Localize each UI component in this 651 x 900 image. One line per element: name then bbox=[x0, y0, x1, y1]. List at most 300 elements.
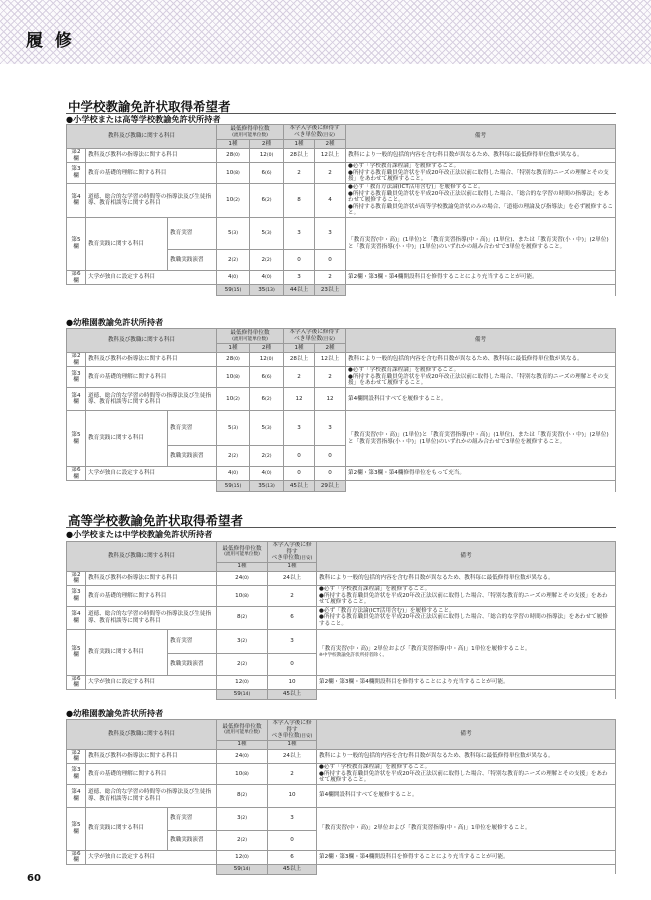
total-cell bbox=[268, 689, 317, 699]
page-number: 60 bbox=[27, 873, 41, 884]
total-cell bbox=[284, 481, 315, 492]
remarks-cell bbox=[346, 467, 616, 481]
min-units-header bbox=[217, 329, 284, 344]
value-cell bbox=[217, 784, 268, 807]
remarks-text: 第2欄・第3欄・第4欄開設科目を修得することにより充当することが可能。 bbox=[348, 274, 538, 281]
value-cell bbox=[250, 367, 284, 388]
min-units-label: 最低修得単位数 bbox=[222, 545, 262, 552]
value-cell bbox=[315, 249, 346, 270]
value-cell bbox=[217, 571, 268, 585]
value-sub: (8) bbox=[242, 593, 249, 599]
category-cell: 第4欄 bbox=[67, 606, 86, 629]
subject-cell: 教科及び教科の指導法に関する科目 bbox=[86, 353, 217, 367]
value-number: 12 bbox=[295, 395, 303, 402]
table-row bbox=[67, 411, 616, 446]
category-cell: 第2欄 bbox=[67, 571, 86, 585]
value-number: 0 bbox=[297, 452, 301, 459]
total-number: 59 bbox=[224, 286, 232, 293]
table-row bbox=[67, 784, 616, 807]
table-label: ●小学校または高等学校教諭免許状所持者 bbox=[66, 114, 221, 124]
after-units-header bbox=[284, 329, 346, 344]
table-row bbox=[67, 353, 616, 367]
value-cell bbox=[217, 217, 250, 249]
value-number: 2 bbox=[236, 660, 241, 667]
value-number: 28以上 bbox=[289, 356, 309, 363]
value-cell bbox=[284, 446, 315, 467]
after-units-sublabel: (目安) bbox=[322, 133, 335, 138]
min-units-label: 最低修得単位数 bbox=[230, 330, 270, 336]
value-number: 4 bbox=[328, 197, 332, 204]
requirements-table bbox=[66, 328, 616, 492]
category-cell: 第4欄 bbox=[67, 388, 86, 411]
value-cell bbox=[284, 217, 315, 249]
table-row bbox=[67, 217, 616, 249]
header-row bbox=[67, 125, 616, 140]
grade2-header: 2種 bbox=[315, 344, 346, 353]
value-cell bbox=[217, 353, 250, 367]
table-row bbox=[67, 606, 616, 629]
min-units-header bbox=[217, 125, 284, 140]
value-cell bbox=[284, 270, 315, 284]
remarks-cell bbox=[346, 388, 616, 411]
value-cell bbox=[315, 367, 346, 388]
subject-header: 教科及び教職に関する科目 bbox=[67, 125, 217, 149]
value-number: 4 bbox=[261, 274, 266, 281]
remarks-cell bbox=[317, 749, 616, 763]
value-cell bbox=[268, 784, 317, 807]
subject-cell: 教科及び教科の指導法に関する科目 bbox=[86, 571, 217, 585]
value-sub: (3) bbox=[231, 231, 239, 237]
value-number: 3 bbox=[297, 274, 301, 281]
grade1-header: 1種 bbox=[284, 140, 315, 149]
table-label: ●幼稚園教諭免許状所持者 bbox=[66, 708, 164, 718]
value-cell bbox=[217, 183, 250, 217]
value-cell bbox=[268, 763, 317, 784]
sub-subject-cell: 教職実践演習 bbox=[168, 446, 217, 467]
value-sub: (0) bbox=[233, 357, 240, 363]
category-cell: 第5欄 bbox=[67, 411, 86, 467]
subject-cell: 教育実践に関する科目 bbox=[86, 629, 168, 675]
total-spacer bbox=[67, 481, 217, 492]
remarks-cell bbox=[317, 784, 616, 807]
total-number: 59 bbox=[233, 691, 241, 698]
sub-subject-cell: 教職実践演習 bbox=[168, 249, 217, 270]
category-cell: 第4欄 bbox=[67, 784, 86, 807]
category-cell: 第6欄 bbox=[67, 850, 86, 864]
sub-subject-cell: 教育実習 bbox=[168, 217, 217, 249]
remarks-cell bbox=[346, 270, 616, 284]
total-spacer bbox=[346, 285, 616, 296]
value-cell bbox=[268, 749, 317, 763]
total-number: 29以上 bbox=[320, 483, 340, 490]
remarks-text: 第2欄・第3欄・第4欄開設科目を修得することにより充当することが可能。 bbox=[319, 679, 509, 686]
value-number: 3 bbox=[236, 815, 241, 822]
subject-cell: 教育実践に関する科目 bbox=[86, 217, 168, 270]
category-cell: 第2欄 bbox=[67, 353, 86, 367]
value-cell bbox=[315, 388, 346, 411]
value-cell bbox=[217, 585, 268, 606]
value-number: 24以上 bbox=[282, 575, 302, 582]
value-cell bbox=[250, 353, 284, 367]
subject-header: 教科及び教職に関する科目 bbox=[67, 542, 217, 572]
remarks-text: 第2欄・第3欄・第4欄修得単位をもって充当。 bbox=[348, 470, 465, 477]
after-units-header bbox=[268, 720, 317, 741]
value-sub: (2) bbox=[240, 793, 248, 799]
total-number: 45以上 bbox=[289, 483, 309, 490]
value-cell bbox=[250, 149, 284, 163]
after-units-sublabel: (目安) bbox=[299, 734, 313, 740]
after-units-label: 本学入学後に修得す bbox=[289, 125, 340, 132]
value-number: 6 bbox=[261, 169, 266, 176]
value-sub: (2) bbox=[240, 661, 248, 667]
value-cell bbox=[284, 183, 315, 217]
value-cell bbox=[284, 249, 315, 270]
total-sub: (15) bbox=[231, 484, 242, 490]
remarks-cell bbox=[317, 571, 616, 585]
remarks-text: 教科により一般的包括的内容を含む科目数が異なるため、教科毎に最低修得単位数が異なる。 bbox=[319, 575, 554, 582]
value-number: 3 bbox=[290, 815, 294, 822]
value-sub: (2) bbox=[240, 615, 248, 621]
value-cell bbox=[268, 807, 317, 830]
after-units-label-2 bbox=[286, 132, 343, 139]
value-number: 2 bbox=[261, 452, 266, 459]
table-row bbox=[67, 149, 616, 163]
value-number: 0 bbox=[290, 660, 294, 667]
subject-cell: 道徳、総合的な学習の時間等の指導法及び生徒指導、教育相談等に関する科目 bbox=[86, 388, 217, 411]
value-number: 4 bbox=[227, 470, 232, 477]
after-units-header bbox=[284, 125, 346, 140]
value-cell bbox=[284, 367, 315, 388]
value-cell bbox=[250, 163, 284, 184]
value-sub: (3) bbox=[265, 231, 272, 237]
table-label: ●小学校または中学校教諭免許状所持者 bbox=[66, 529, 213, 539]
after-units-label-2-text: べき単位数 bbox=[294, 336, 323, 342]
remarks-text: 教科により一般的包括的内容を含む科目数が異なるため、教科毎に最低修得単位数が異なる。 bbox=[348, 356, 583, 363]
value-number: 12以上 bbox=[320, 152, 340, 159]
table-row bbox=[67, 749, 616, 763]
total-number: 45以上 bbox=[282, 691, 302, 698]
table-row bbox=[67, 163, 616, 184]
category-cell: 第3欄 bbox=[67, 163, 86, 184]
remarks-cell bbox=[346, 353, 616, 367]
value-sub: (2) bbox=[240, 638, 248, 644]
category-cell: 第3欄 bbox=[67, 585, 86, 606]
min-units-sublabel: (流用可能単位数) bbox=[224, 552, 260, 558]
remarks-cell bbox=[317, 763, 616, 784]
category-cell: 第2欄 bbox=[67, 149, 86, 163]
min-units-sublabel: (流用可能単位数) bbox=[224, 730, 260, 736]
value-cell bbox=[315, 149, 346, 163]
after-units-sublabel: (目安) bbox=[299, 556, 313, 562]
value-cell bbox=[217, 653, 268, 675]
value-sub: (0) bbox=[265, 275, 272, 281]
subject-header: 教科及び教職に関する科目 bbox=[67, 720, 217, 750]
remarks-text: 第4欄開設科目すべてを履修すること。 bbox=[319, 792, 418, 799]
table-row bbox=[67, 270, 616, 284]
page-heading: 履 修 bbox=[26, 31, 75, 51]
value-cell bbox=[217, 446, 250, 467]
value-cell bbox=[315, 217, 346, 249]
subject-cell: 大学が独自に設定する科目 bbox=[86, 850, 217, 864]
total-spacer bbox=[67, 864, 217, 874]
value-number: 28 bbox=[226, 356, 234, 363]
value-number: 3 bbox=[236, 637, 241, 644]
after-units-label-2 bbox=[270, 555, 314, 562]
total-number: 45以上 bbox=[282, 866, 302, 873]
subject-cell: 教育の基礎的理解に関する科目 bbox=[86, 367, 217, 388]
value-number: 10 bbox=[288, 679, 296, 686]
value-number: 6 bbox=[261, 197, 266, 204]
table-row bbox=[67, 367, 616, 388]
value-cell bbox=[284, 163, 315, 184]
value-number: 3 bbox=[328, 424, 332, 431]
after-units-header bbox=[268, 542, 317, 563]
value-cell bbox=[268, 653, 317, 675]
category-cell: 第5欄 bbox=[67, 807, 86, 850]
table-row bbox=[67, 850, 616, 864]
value-cell bbox=[284, 149, 315, 163]
value-sub: (6) bbox=[265, 170, 272, 176]
value-cell bbox=[217, 249, 250, 270]
remarks-text: 「教育実習(中・高)」2単位および「教育実習指導(中・高)」1単位を履修すること。 bbox=[319, 646, 531, 653]
category-cell: 第6欄 bbox=[67, 467, 86, 481]
after-units-label: 本学入学後に修得す bbox=[272, 542, 312, 555]
after-units-label-2 bbox=[270, 733, 314, 740]
value-number: 8 bbox=[236, 614, 241, 621]
value-cell bbox=[250, 446, 284, 467]
value-cell bbox=[217, 763, 268, 784]
value-number: 8 bbox=[236, 792, 241, 799]
category-cell: 第5欄 bbox=[67, 629, 86, 675]
table-row bbox=[67, 585, 616, 606]
value-cell bbox=[284, 467, 315, 481]
total-cell bbox=[250, 481, 284, 492]
value-number: 8 bbox=[297, 197, 301, 204]
value-number: 4 bbox=[227, 274, 232, 281]
subject-cell: 教育の基礎的理解に関する科目 bbox=[86, 163, 217, 184]
value-number: 2 bbox=[328, 169, 332, 176]
grade2-header: 2種 bbox=[315, 140, 346, 149]
table-row bbox=[67, 467, 616, 481]
value-cell bbox=[284, 388, 315, 411]
value-number: 28以上 bbox=[289, 152, 309, 159]
title-rule bbox=[66, 527, 616, 528]
value-cell bbox=[315, 467, 346, 481]
remarks-header: 備考 bbox=[317, 542, 616, 572]
total-sub: (15) bbox=[231, 287, 242, 293]
table-row bbox=[67, 571, 616, 585]
value-number: 2 bbox=[290, 592, 294, 599]
category-cell: 第5欄 bbox=[67, 217, 86, 270]
table-label: ●幼稚園教諭免許状所持者 bbox=[66, 317, 164, 327]
category-cell: 第6欄 bbox=[67, 675, 86, 689]
value-cell bbox=[315, 446, 346, 467]
value-number: 3 bbox=[297, 424, 301, 431]
value-number: 5 bbox=[261, 230, 266, 237]
total-row bbox=[67, 689, 616, 699]
value-number: 5 bbox=[227, 230, 232, 237]
value-number: 2 bbox=[227, 452, 232, 459]
value-number: 0 bbox=[328, 470, 332, 477]
value-cell bbox=[217, 807, 268, 830]
value-cell bbox=[250, 183, 284, 217]
requirements-table bbox=[66, 719, 616, 875]
subject-cell: 道徳、総合的な学習の時間等の指導法及び生徒指導、教育相談等に関する科目 bbox=[86, 606, 217, 629]
total-cell bbox=[250, 285, 284, 296]
value-number: 0 bbox=[290, 836, 294, 843]
grade1-header: 1種 bbox=[268, 562, 317, 571]
value-number: 6 bbox=[290, 854, 294, 861]
remarks-cell bbox=[346, 217, 616, 270]
total-spacer bbox=[317, 689, 616, 699]
value-number: 4 bbox=[261, 470, 266, 477]
value-number: 12 bbox=[259, 356, 267, 363]
remarks-cell bbox=[346, 411, 616, 467]
value-cell bbox=[268, 606, 317, 629]
value-number: 12 bbox=[259, 152, 267, 159]
sub-subject-cell: 教職実践演習 bbox=[168, 830, 217, 850]
value-sub: (2) bbox=[265, 396, 272, 402]
table-row bbox=[67, 675, 616, 689]
remarks-cell bbox=[317, 629, 616, 675]
value-cell bbox=[315, 270, 346, 284]
value-sub: (2) bbox=[265, 257, 272, 263]
value-number: 2 bbox=[297, 373, 301, 380]
value-sub: (0) bbox=[242, 855, 249, 861]
total-sub: (14) bbox=[240, 692, 251, 698]
value-number: 10 bbox=[226, 169, 234, 176]
grade2-header: 2種 bbox=[250, 140, 284, 149]
min-units-sublabel: (流用可能単位数) bbox=[232, 132, 268, 138]
value-number: 3 bbox=[297, 230, 301, 237]
value-cell bbox=[284, 353, 315, 367]
value-cell bbox=[217, 675, 268, 689]
subject-cell: 道徳、総合的な学習の時間等の指導法及び生徒指導、教育相談等に関する科目 bbox=[86, 784, 217, 807]
remarks-subnote: ※中学校教諭免許状所持者除く。 bbox=[319, 652, 388, 658]
category-cell: 第3欄 bbox=[67, 367, 86, 388]
value-cell bbox=[268, 675, 317, 689]
table-row bbox=[67, 183, 616, 217]
value-number: 2 bbox=[236, 836, 241, 843]
value-cell bbox=[217, 467, 250, 481]
header-row bbox=[67, 720, 616, 741]
table-row bbox=[67, 388, 616, 411]
category-cell: 第4欄 bbox=[67, 183, 86, 217]
value-sub: (2) bbox=[231, 453, 239, 459]
value-sub: (2) bbox=[233, 198, 240, 204]
value-sub: (0) bbox=[242, 680, 249, 686]
value-cell bbox=[217, 850, 268, 864]
total-sub: (13) bbox=[265, 287, 275, 293]
remarks-text: ●必ず「学校教育課程論」を履修すること。 ●所持する教育職員免許状を平成20年改正法以前に取得した場合、「特別な教育的ニーズの理解とその支援」をあわせて履修すること。 bbox=[319, 763, 608, 784]
remarks-header: 備考 bbox=[317, 720, 616, 750]
remarks-text: ●必ず「教育方法論(ICT活用含む)」を履修すること。 ●所持する教育職員免許状を平成20年改正法以前に取得した場合、「総合的な学習の時間の指導法」をあわせて履修すること。 ●所持する教育職員免許状が高等学校教諭免許状のみの場合、「道徳の理論及び指導法」を必ず履修すること。 bbox=[348, 183, 614, 217]
table-row bbox=[67, 763, 616, 784]
remarks-cell bbox=[317, 675, 616, 689]
value-number: 10 bbox=[235, 770, 243, 777]
remarks-text: 第2欄・第3欄・第4欄開設科目を修得することにより充当することが可能。 bbox=[319, 854, 509, 861]
min-units-header bbox=[217, 542, 268, 563]
remarks-text: ●必ず「学校教育課程論」を履修すること。 ●所持する教育職員免許状を平成20年改正法以前に取得した場合、「特別な教育的ニーズの理解とその支援」をあわせて履修すること。 bbox=[348, 367, 609, 387]
value-sub: (2) bbox=[265, 198, 272, 204]
value-number: 0 bbox=[328, 452, 332, 459]
remarks-text: ●必ず「教育方法論(ICT活用含む)」を履修すること。 ●所持する教育職員免許状を平成20年改正法以前に取得した場合、「総合的な学習の時間の指導法」をあわせて履修すること。 bbox=[319, 607, 608, 628]
total-spacer bbox=[346, 481, 616, 492]
value-number: 6 bbox=[261, 373, 266, 380]
value-cell bbox=[217, 367, 250, 388]
value-cell bbox=[217, 270, 250, 284]
total-cell bbox=[217, 285, 250, 296]
grade1-header: 1種 bbox=[217, 562, 268, 571]
value-number: 2 bbox=[261, 256, 266, 263]
min-units-sublabel: (流用可能単位数) bbox=[232, 336, 268, 342]
after-units-label-2 bbox=[286, 336, 343, 343]
remarks-cell bbox=[317, 850, 616, 864]
total-spacer bbox=[67, 689, 217, 699]
value-sub: (0) bbox=[231, 275, 239, 281]
total-sub: (14) bbox=[240, 867, 251, 873]
after-units-sublabel: (目安) bbox=[322, 337, 335, 342]
remarks-cell bbox=[346, 163, 616, 184]
remarks-cell bbox=[346, 183, 616, 217]
subject-cell: 大学が独自に設定する科目 bbox=[86, 270, 217, 284]
value-cell bbox=[315, 163, 346, 184]
value-cell bbox=[217, 830, 268, 850]
min-units-label: 最低修得単位数 bbox=[230, 126, 270, 132]
value-sub: (2) bbox=[233, 396, 240, 402]
value-cell bbox=[250, 217, 284, 249]
value-cell bbox=[250, 467, 284, 481]
value-sub: (3) bbox=[265, 425, 272, 431]
value-sub: (8) bbox=[242, 771, 249, 777]
total-spacer bbox=[67, 285, 217, 296]
remarks-cell bbox=[317, 606, 616, 629]
header-row bbox=[67, 329, 616, 344]
value-number: 12 bbox=[235, 854, 243, 861]
requirements-table bbox=[66, 124, 616, 296]
value-number: 3 bbox=[328, 230, 332, 237]
min-units-label: 最低修得単位数 bbox=[222, 723, 262, 730]
value-cell bbox=[217, 388, 250, 411]
total-cell bbox=[217, 689, 268, 699]
value-cell bbox=[250, 411, 284, 446]
remarks-header: 備考 bbox=[346, 125, 616, 149]
value-cell bbox=[268, 629, 317, 653]
value-cell bbox=[250, 388, 284, 411]
subject-cell: 大学が独自に設定する科目 bbox=[86, 675, 217, 689]
value-cell bbox=[268, 571, 317, 585]
value-cell bbox=[217, 749, 268, 763]
value-sub: (8) bbox=[233, 374, 240, 380]
value-cell bbox=[217, 606, 268, 629]
remarks-cell bbox=[317, 807, 616, 850]
value-cell bbox=[284, 411, 315, 446]
grade1-header: 1種 bbox=[217, 740, 268, 749]
total-cell bbox=[284, 285, 315, 296]
total-sub: (13) bbox=[265, 484, 275, 490]
remarks-text: 「教育実習(中・高)」2単位および「教育実習指導(中・高)」1単位を履修すること。 bbox=[319, 825, 531, 832]
subject-cell: 教育実践に関する科目 bbox=[86, 807, 168, 850]
subject-cell: 大学が独自に設定する科目 bbox=[86, 467, 217, 481]
value-cell bbox=[217, 629, 268, 653]
subject-cell: 教科及び教科の指導法に関する科目 bbox=[86, 149, 217, 163]
value-sub: (0) bbox=[242, 754, 249, 760]
value-cell bbox=[250, 270, 284, 284]
after-units-label: 本学入学後に修得す bbox=[289, 329, 340, 336]
value-number: 5 bbox=[227, 424, 232, 431]
value-number: 28 bbox=[226, 152, 234, 159]
value-cell bbox=[268, 830, 317, 850]
